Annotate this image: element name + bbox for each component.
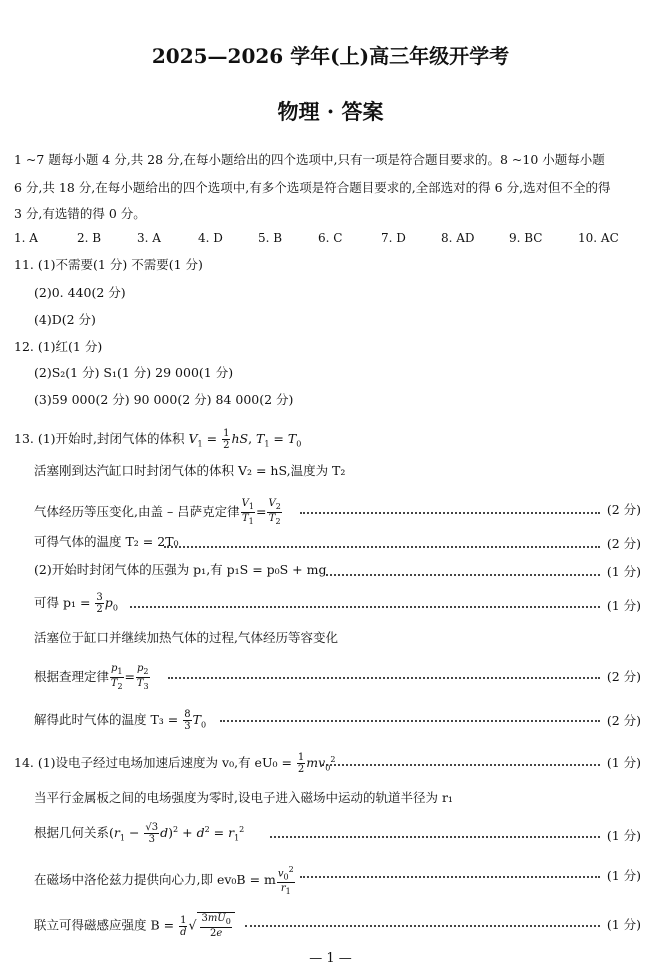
q11-line-3: (4)D(2 分)	[34, 312, 96, 327]
choice-answer: 8. AD	[441, 231, 475, 245]
choice-answer: 3. A	[137, 231, 161, 245]
q13-line-7: 活塞位于缸口并继续加热气体的过程,气体经历等容变化	[34, 630, 338, 645]
intro-line-1: 1 ~7 题每小题 4 分,共 28 分,在每小题给出的四个选项中,只有一项是符合题目要求的。8 ~10 小题每小题	[14, 152, 605, 167]
score-label: (1 分)	[606, 868, 641, 883]
q13-line-3: 气体经历等压变化,由盖 – 吕萨克定律 $\frac{V_1}{T_1}$ = $\frac{V_2}{T_2}$	[34, 498, 281, 526]
leader-dots	[300, 512, 600, 514]
q14-line-1: 14. (1)设电子经过电场加速后速度为 v₀,有 eU₀ = $\frac{1}{2}$ $mv_0^2$	[14, 752, 336, 776]
q13-line-4: 可得气体的温度 T₂ = 2T₀	[34, 534, 179, 549]
choice-answer: 2. B	[77, 231, 102, 245]
score-label: (1 分)	[606, 917, 641, 932]
score-label: (1 分)	[606, 564, 641, 579]
choice-answer: 6. C	[318, 231, 343, 245]
q13-line-8-text: 根据查理定律	[34, 669, 110, 684]
q13-line-8: 根据查理定律 $\frac{p_1}{T_2}$ = $\frac{p_2}{T_3}$	[34, 663, 149, 691]
leader-dots	[220, 720, 600, 722]
leader-dots	[168, 677, 600, 679]
choice-answer: 7. D	[381, 231, 406, 245]
choice-answer: 1. A	[14, 231, 38, 245]
q14-line-5: 联立可得磁感应强度 B = $\frac{1}{d}$ √ $\frac{3mU_0}{2e}$	[34, 912, 235, 939]
page-title: 2025—2026 学年(上)高三年级开学考	[151, 44, 510, 68]
q14-line-5-text: 联立可得磁感应强度 B =	[34, 917, 179, 933]
intro-line-3: 3 分,有选错的得 0 分。	[14, 206, 146, 221]
leader-dots	[245, 925, 600, 927]
leader-dots	[300, 876, 600, 878]
q13-line-2: 活塞刚到达汽缸口时封闭气体的体积 V₂ = hS,温度为 T₂	[34, 463, 346, 478]
q12-line-1: 12. (1)红(1 分)	[14, 339, 103, 354]
q14-line-2: 当平行金属板之间的电场强度为零时,设电子进入磁场中运动的轨道半径为 r₁	[34, 790, 453, 805]
leader-dots	[270, 836, 600, 838]
q13-line-3-text: 气体经历等压变化,由盖 – 吕萨克定律	[34, 504, 240, 519]
choice-answer: 4. D	[198, 231, 223, 245]
leader-dots	[322, 764, 600, 766]
leader-dots	[130, 606, 600, 608]
q13-line-5: (2)开始时封闭气体的压强为 p₁,有 p₁S = p₀S + mg	[34, 562, 327, 577]
choice-answer: 10. AC	[578, 231, 619, 245]
q13-line-1: 13. (1)开始时,封闭气体的体积 $V_1$ = $\frac{1}{2}$ hS, $T_1 = T_0$	[14, 428, 302, 451]
q12-line-2: (2)S₂(1 分) S₁(1 分) 29 000(1 分)	[34, 365, 234, 380]
score-label: (1 分)	[606, 828, 641, 843]
q14-line-4: 在磁场中洛伦兹力提供向心力,即 ev₀B = m $\frac{v_0^2}{r_1}$	[34, 865, 294, 897]
page-number: — 1 —	[309, 951, 352, 966]
score-label: (2 分)	[606, 502, 641, 517]
score-label: (2 分)	[606, 713, 641, 728]
score-label: (2 分)	[606, 669, 641, 684]
leader-dots	[164, 546, 600, 548]
q13-line-9-text: 解得此时气体的温度 T₃ =	[34, 712, 183, 727]
choice-answer: 5. B	[258, 231, 283, 245]
q13-line-6: 可得 p₁ = $\frac{3}{2}$ $p_0$	[34, 592, 118, 615]
q11-line-2: (2)0. 440(2 分)	[34, 285, 126, 300]
page-subtitle: 物理 · 答案	[277, 99, 384, 124]
q11-line-1: 11. (1)不需要(1 分) 不需要(1 分)	[14, 257, 203, 272]
intro-line-2: 6 分,共 18 分,在每小题给出的四个选项中,有多个选项是符合题目要求的,全部选对的得 6 分,选对但不全的得	[14, 180, 611, 195]
q13-line-6-text: 可得 p₁ =	[34, 595, 95, 610]
q14-line-3-text: 根据几何关系	[34, 825, 110, 841]
q13-line-1-text: 13. (1)开始时,封闭气体的体积	[14, 431, 189, 446]
q14-line-1-text: 14. (1)设电子经过电场加速后速度为 v₀,有 eU₀ =	[14, 755, 296, 771]
leader-dots	[326, 574, 600, 576]
score-label: (1 分)	[606, 755, 641, 770]
score-label: (1 分)	[606, 598, 641, 613]
choice-answer: 9. BC	[509, 231, 543, 245]
q12-line-3: (3)59 000(2 分) 90 000(2 分) 84 000(2 分)	[34, 392, 294, 407]
q14-line-3: 根据几何关系($r_1$ − $\frac{√3}{3}$ $d)^2 + d^2 = r_1^2$	[34, 822, 245, 846]
q13-line-9: 解得此时气体的温度 T₃ = $\frac{8}{3}$ $T_0$	[34, 709, 207, 732]
score-label: (2 分)	[606, 536, 641, 551]
q14-line-4-text: 在磁场中洛伦兹力提供向心力,即 ev₀B = m	[34, 872, 276, 888]
